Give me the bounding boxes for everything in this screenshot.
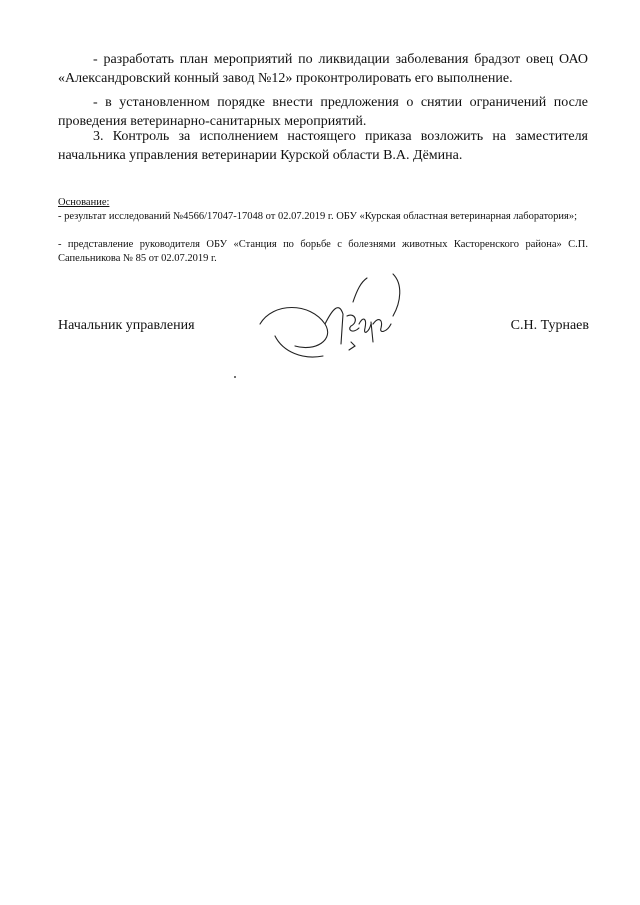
paragraph-control: 3. Контроль за исполнением настоящего приказа возложить на заместителя начальника управления ветеринарии Курской области В.А. Дёмина. xyxy=(58,129,588,163)
paragraph-restrictions: - в установленном порядке внести предложения о снятии ограничений после проведения ветеринарно-санитарных мероприятий. xyxy=(58,95,588,129)
signer-position: Начальник управления xyxy=(58,318,195,333)
basis-title xyxy=(58,196,588,210)
handwritten-signature xyxy=(255,262,405,372)
basis-heading: Основание: xyxy=(58,197,110,208)
basis-item-2: - представление руководителя ОБУ «Станция по борьбе с болезнями животных Касторенского района» С.П. Сапельникова № 85 от 02.07.2019 г. xyxy=(58,239,588,264)
scan-speck xyxy=(234,376,236,378)
basis-item-1: - результат исследований №4566/17047-17048 от 02.07.2019 г. ОБУ «Курская областная ветеринарная лаборатория»; xyxy=(58,211,578,222)
signer-name: С.Н. Турнаев xyxy=(510,318,589,333)
paragraph-plan: - разработать план мероприятий по ликвидации заболевания брадзот овец ОАО «Александровский конный завод №12» проконтролировать его выполнение. xyxy=(58,52,588,86)
